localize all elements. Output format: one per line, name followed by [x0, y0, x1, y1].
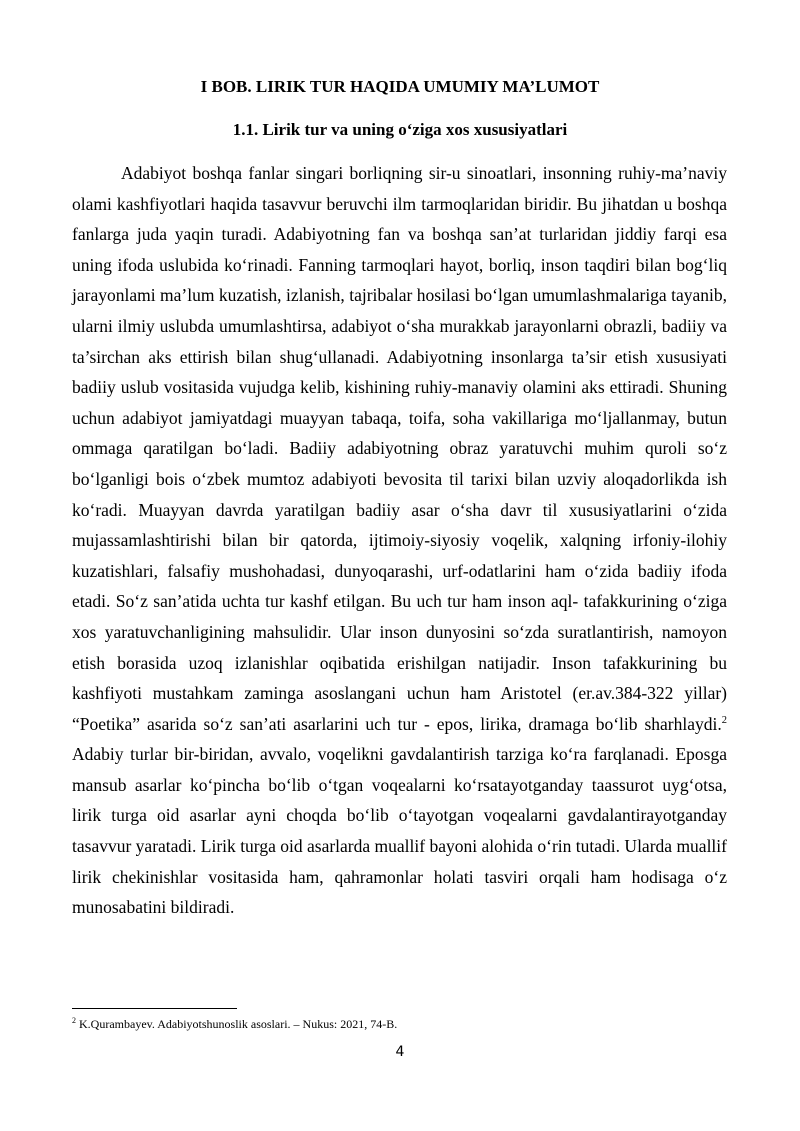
footnote-reference[interactable]: 2: [721, 714, 727, 726]
body-text-part-2: Adabiy turlar bir-biridan, avvalo, voqelikni gavdalantirish tarziga ko‘ra farqlanadi. Eposga mansub asarlar ko‘pincha bo‘lib o‘tgan voqealarni ko‘rsatayotganday taassurot uyg‘otsa, lirik turga oid asarlar ayni choqda bo‘lib o‘tayotgan voqealarni gavdalantirayotganday tasavvur yaratadi. Lirik turga oid asarlarda muallif bayoni alohida o‘rin tutadi. Ularda muallif lirik chekinishlar vositasida ham, qahramonlar holati tasviri orqali ham hodisaga o‘z munosabatini bildiradi.: [72, 744, 727, 918]
section-title: 1.1. Lirik tur va uning o‘ziga xos xususiyatlari: [232, 120, 568, 139]
footnote-number: 2: [72, 1016, 76, 1025]
page-number: 4: [395, 1044, 405, 1060]
footnote: [72, 1016, 727, 1032]
chapter-title: I BOB. LIRIK TUR HAQIDA UMUMIY MA’LUMOT: [200, 77, 600, 96]
body-paragraph: [72, 158, 727, 923]
body-text-part-1: Adabiyot boshqa fanlar singari borliqning sir-u sinoatlari, insonning ruhiy-ma’naviy olami kashfiyotlari haqida tasavvur beruvchi ilm tarmoqlaridan biridir. Bu jihatdan u boshqa fanlarga juda yaqin turadi. Adabiyotning fan va boshqa san’at turlaridan jiddiy farqi esa uning ifoda uslubida ko‘rinadi. Fanning tarmoqlari hayot, borliq, inson taqdiri bilan bog‘liq jarayonlami ma’lum kuzatish, izlanish, tajribalar hosilasi bo‘lgan umumlashmalariga tayanib, ularni ilmiy uslubda umumlashtirsa, adabiyot o‘sha murakkab jarayonlarni obrazli, badiiy va ta’sirchan aks ettirish bilan shug‘ullanadi. Adabiyotning insonlarga ta’sir etish xususiyati badiiy uslub vositasida vujudga kelib, kishining ruhiy-manaviy olamini aks ettiradi. Shuning uchun adabiyot jamiyatdagi muayyan tabaqa, toifa, soha vakillariga mo‘ljallanmay, butun ommaga qaratilgan bo‘ladi. Badiiy adabiyotning obraz yaratuvchi muhim quroli so‘z bo‘lganligi bois o‘zbek mumtoz adabiyoti bevosita til tarixi bilan uzviy aloqadorlikda ish ko‘radi. Muayyan davrda yaratilgan badiiy asar o‘sha davr til xususiyatlarini o‘zida mujassamlashtirishi bilan bir qatorda, ijtimoiy-siyosiy voqelik, xalqning irfoniy-ilohiy kuzatishlari, falsafiy mushohadasi, dunyoqarashi, urf-odatlarini ham o‘zida badiiy ifoda etadi. So‘z san’atida uchta tur kashf etilgan. Bu uch tur ham inson aql- tafakkurining o‘ziga xos yaratuvchanligining mahsulidir. Ular inson dunyosini so‘zda suratlantirish, namoyon etish borasida uzoq izlanishlar oqibatida erishilgan natijadir. Inson tafakkurining bu kashfiyoti mustahkam zaminga asoslangani uchun ham Aristotel (er.av.384-322 yillar) “Poetika” asarida so‘z san’ati asarlarini uch tur - epos, lirika, dramaga bo‘lib sharhlaydi.: [72, 163, 727, 734]
footnote-text: K.Qurambayev. Adabiyotshunoslik asoslari. – Nukus: 2021, 74-B.: [76, 1017, 398, 1031]
footnote-divider: [72, 1008, 237, 1009]
